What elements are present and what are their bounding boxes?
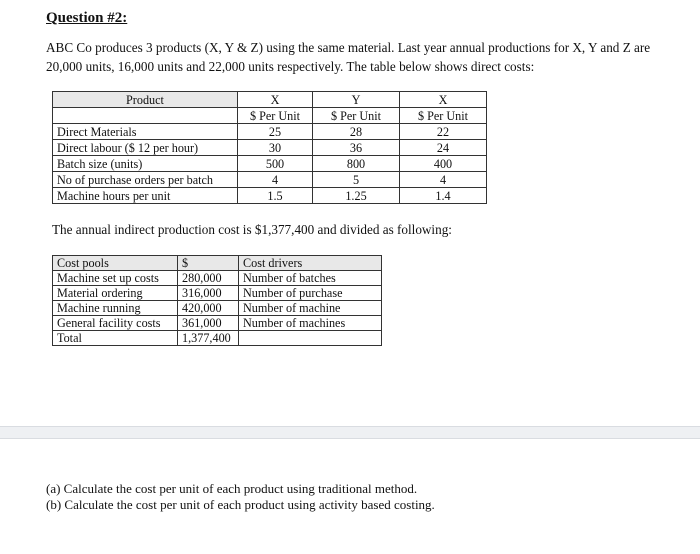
- cost-pool-name: Machine set up costs: [53, 271, 178, 286]
- cell-value: 24: [400, 140, 487, 156]
- cost-driver: Number of purchase: [239, 286, 382, 301]
- header-product: Product: [53, 92, 238, 108]
- cost-pools-table: [52, 255, 382, 346]
- cell-value: 1.4: [400, 188, 487, 204]
- question-title: Question #2:: [46, 10, 128, 26]
- cost-pool-amount: 280,000: [178, 271, 239, 286]
- cost-pool-name: Material ordering: [53, 286, 178, 301]
- header-cost-drivers: Cost drivers: [239, 256, 382, 271]
- table-subheader-row: [53, 108, 487, 124]
- cell-value: 36: [313, 140, 400, 156]
- cell-value: 1.5: [238, 188, 313, 204]
- requirement-a: (a) Calculate the cost per unit of each product using traditional method.: [46, 481, 418, 496]
- row-label: No of purchase orders per batch: [53, 172, 238, 188]
- table-row: [53, 188, 487, 204]
- table-row: [53, 172, 487, 188]
- subheader-y: $ Per Unit: [313, 108, 400, 124]
- cost-pool-amount: 316,000: [178, 286, 239, 301]
- cost-driver: [239, 331, 382, 346]
- cost-driver: Number of machines: [239, 316, 382, 331]
- cell-value: 1.25: [313, 188, 400, 204]
- cost-driver: Number of batches: [239, 271, 382, 286]
- row-label: Machine hours per unit: [53, 188, 238, 204]
- cost-pool-amount: 361,000: [178, 316, 239, 331]
- table-header-row: [53, 256, 382, 271]
- indirect-cost-text: The annual indirect production cost is $1,377,400 and divided as following:: [52, 222, 452, 237]
- table-row-total: [53, 331, 382, 346]
- cell-value: 22: [400, 124, 487, 140]
- cost-pool-name: Machine running: [53, 301, 178, 316]
- header-z: X: [400, 92, 487, 108]
- cell-value: 5: [313, 172, 400, 188]
- table-row: [53, 140, 487, 156]
- subheader-x: $ Per Unit: [238, 108, 313, 124]
- cell-value: 4: [400, 172, 487, 188]
- header-amount: $: [178, 256, 239, 271]
- header-y: Y: [313, 92, 400, 108]
- cell-value: 30: [238, 140, 313, 156]
- row-label: Batch size (units): [53, 156, 238, 172]
- cell-value: 4: [238, 172, 313, 188]
- subheader-z: $ Per Unit: [400, 108, 487, 124]
- cell-value: 25: [238, 124, 313, 140]
- row-label: Direct Materials: [53, 124, 238, 140]
- header-x: X: [238, 92, 313, 108]
- table-row: [53, 301, 382, 316]
- direct-costs-table: [52, 91, 487, 204]
- cost-pool-amount: 420,000: [178, 301, 239, 316]
- question-intro: ABC Co produces 3 products (X, Y & Z) using the same material. Last year annual productions for X, Y and Z are 20,000 units, 16,000 units and 22,000 units respectively. The table below shows direct costs:: [46, 40, 651, 74]
- cost-pool-amount: 1,377,400: [178, 331, 239, 346]
- cell-value: 500: [238, 156, 313, 172]
- table-row: [53, 316, 382, 331]
- cost-pool-name: General facility costs: [53, 316, 178, 331]
- table-row: [53, 271, 382, 286]
- cost-driver: Number of machine: [239, 301, 382, 316]
- header-cost-pools: Cost pools: [53, 256, 178, 271]
- row-label: Direct labour ($ 12 per hour): [53, 140, 238, 156]
- table-row: [53, 286, 382, 301]
- requirement-b: (b) Calculate the cost per unit of each product using activity based costing.: [46, 497, 435, 512]
- table-row: [53, 124, 487, 140]
- table-header-row: [53, 92, 487, 108]
- subheader-blank: [53, 108, 238, 124]
- cost-pool-name: Total: [53, 331, 178, 346]
- cell-value: 400: [400, 156, 487, 172]
- cell-value: 800: [313, 156, 400, 172]
- table-row: [53, 156, 487, 172]
- cell-value: 28: [313, 124, 400, 140]
